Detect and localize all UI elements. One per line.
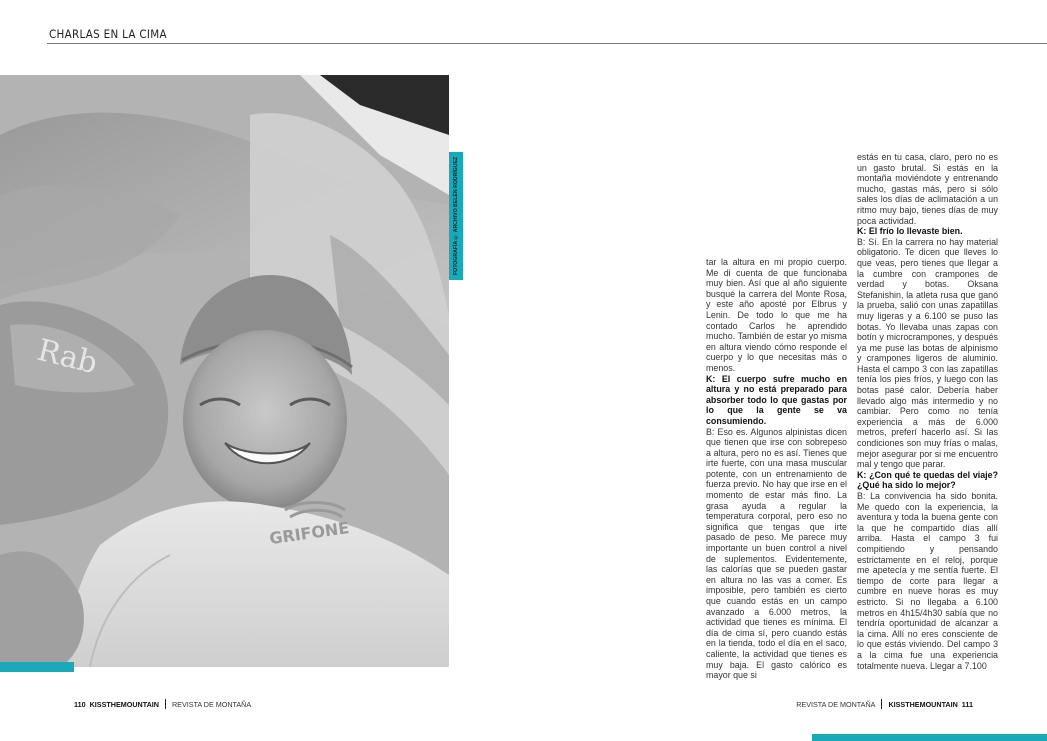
- footer-separator: [165, 699, 166, 709]
- accent-bar-right: [812, 734, 1047, 741]
- magazine-label-right: REVISTA DE MONTAÑA: [796, 699, 876, 709]
- brand-right: KISSTHEMOUNTAIN: [888, 699, 958, 709]
- photo-credit: FOTOGRAFÍA © ARCHIVO BELÉN RODRÍGUEZ: [453, 156, 459, 276]
- brand-left: KISSTHEMOUNTAIN: [89, 699, 159, 709]
- interview-paragraph: tar la altura en mi propio cuerpo. Me di cuenta de que funcionaba muy bien. Así que al año siguiente busqué la carrera del Monte Rosa, y este año aposté por Elbrus y Lenin. De todo lo que me ha contado Carlos he aprendido mucho. También de estar yo misma en altura viendo cómo responde el cuerpo y lo que necesitas más o menos.: [706, 257, 847, 373]
- page-number-left: 110: [74, 699, 86, 709]
- page-number-right: 111: [961, 699, 973, 709]
- accent-bar-left: [0, 662, 74, 672]
- interview-paragraph: B: Eso es. Algunos alpinistas dicen que tienen que irse con sobrepeso a altura, pero no es así. Tienes que irte fuerte, con una masa muscular potente, con un entrenamiento de fuerza previo. No hay que irse en el momento de estar más fino. La grasa ayuda a regular la temperatura corporal, pero eso no significa que tengas que irte pasado de peso. Me parece muy importante un buen control a nivel de suplementos. Evidentemente, las calorías que se pueden gastar en altura no las vas a comer. Es imposible, pero también es cierto que cuando estás en un campo avanzado a 6.000 metros, la actividad que tienes es mínima. El día de cima sí, pero cuando estás en la tienda, todo el día en el saco, caliente, la actividad que tienes es muy baja. El gasto calórico es mayor que si: [706, 426, 847, 681]
- footer-left: [74, 699, 251, 709]
- portrait-photo: [0, 75, 449, 667]
- article-column-1: [706, 257, 847, 681]
- section-title: CHARLAS EN LA CIMA: [49, 27, 167, 41]
- footer-separator: [881, 699, 882, 709]
- magazine-label-left: REVISTA DE MONTAÑA: [171, 699, 252, 709]
- interview-question: K: El frío lo llevaste bien.: [857, 226, 963, 237]
- shirt-brand-label: GRIFONE: [268, 518, 351, 549]
- interview-paragraph: B: Sí. En la carrera no hay material obligatorio. Te dicen que lleves lo que veas, pero tienes que llegar a la cumbre con crampones de verdad y botas. Oksana Stefanishin, la atleta rusa que ganó la prueba, salió con unas zapatillas muy ligeras y a 6.100 se puso las botas. Yo llevaba unas zapas con botín y microcrampones, y después ya me puse las botas de alpinismo y crampones ligeros de aluminio. Hasta el campo 3 con las zapatillas tenía los pies fríos, y luego con las botas pasé calor. Debería haber llevado algo más intermedio y no cambiar. Pero como no tenía experiencia a más de 6.000 metros, preferí hacerlo así. Si las condiciones son muy frías o malas, mejor asegurar por si me encuentro mal y tengo que parar.: [857, 236, 998, 470]
- interview-question: K: ¿Con qué te quedas del viaje? ¿Qué ha sido lo mejor?: [857, 469, 998, 491]
- interview-paragraph: B: La convivencia ha sido bonita. Me quedo con la experiencia, la aventura y toda la buena gente con la que he compartido días allí arriba. Hasta el campo 3 fui compitiendo y pensando estrictamente en el reloj, porque me apetecía y me sentía fuerte. El tiempo de corte para llegar a cumbre en nueve horas es muy estricto. Si no llegaba a 6.100 metros en 4h15/4h30 sabía que no tendría oportunidad de alcanzar a la cima. Allí no eres consciente de lo que estás viviendo. Del campo 3 a la cima fue una experiencia totalmente nueva. Llegar a 7.100: [857, 491, 998, 671]
- header-rule: [47, 43, 1047, 44]
- article-column-2: [857, 152, 998, 671]
- interview-question: K: El cuerpo sufre mucho en altura y no está preparado para absorber todo lo que gastas por lo que la gente se va consumiendo.: [706, 373, 847, 426]
- interview-paragraph: estás en tu casa, claro, pero no es un gasto brutal. Si estás en la montaña moviéndote y entrenando mucho, gastas más, pero si sólo sales los días de aclimatación a un ritmo muy bajo, tienes días de muy poca actividad.: [857, 152, 998, 226]
- bag-brand-label: Rab: [33, 332, 101, 382]
- footer-right: [796, 699, 973, 709]
